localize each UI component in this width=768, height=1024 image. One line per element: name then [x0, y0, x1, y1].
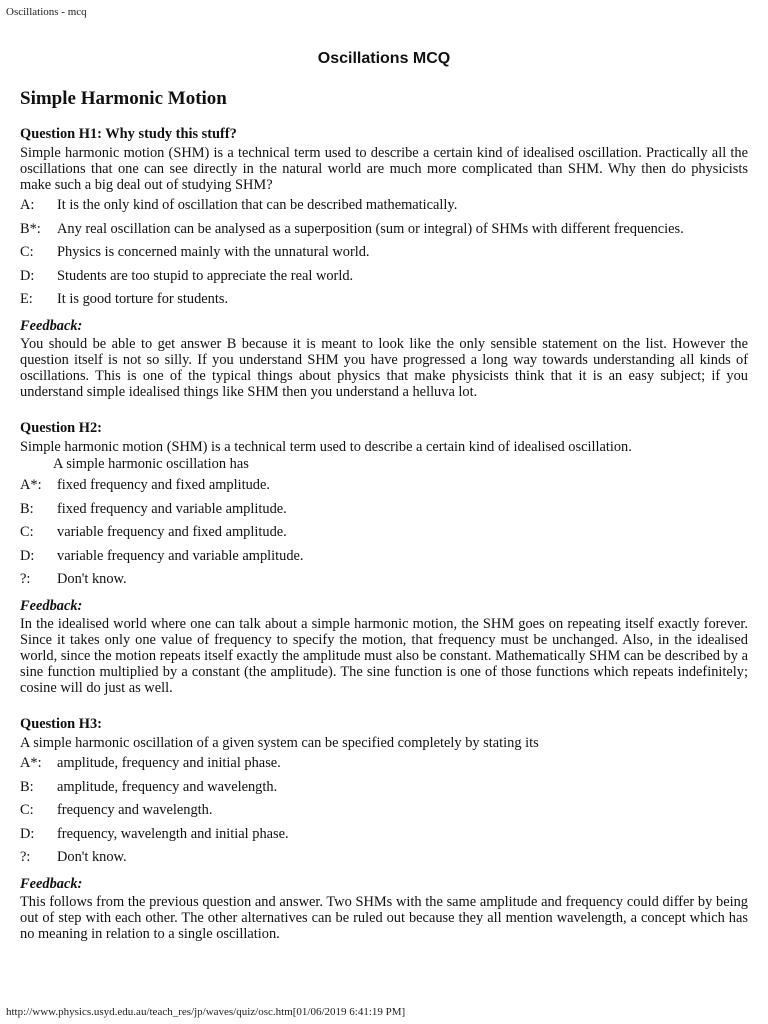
document-title: Oscillations MCQ	[317, 50, 451, 67]
question-stem: Simple harmonic motion (SHM) is a technical term used to describe a certain kind of idealised oscillation. Practically all the oscillations that one can see directly in the natural world are much more complicated than SHM. Why then do physicists make such a big deal out of studying SHM?	[20, 145, 748, 193]
option-letter: C:	[20, 524, 34, 540]
question-heading: Question H1: Why study this stuff?	[20, 126, 237, 142]
option-letter: D:	[20, 547, 35, 564]
quiz-content	[20, 126, 748, 962]
option-letter: ?:	[20, 849, 31, 865]
option-letter: B*:	[20, 220, 41, 237]
option-text: amplitude, frequency and wavelength.	[57, 778, 278, 795]
option-text: variable frequency and fixed amplitude.	[57, 524, 287, 540]
option-letter: C:	[20, 244, 34, 260]
feedback-heading: Feedback:	[20, 318, 83, 334]
option-text: variable frequency and variable amplitude.	[57, 547, 304, 564]
answer-option	[20, 849, 748, 865]
question-h3	[20, 716, 748, 942]
answer-option	[20, 501, 748, 517]
feedback-text: In the idealised world where one can talk about a simple harmonic motion, the SHM goes on repeating itself exactly forever. Since it takes only one value of frequency to specify the motion, that frequency must be unchanged. Also, in the idealised world, since the motion repeats itself exactly the amplitude must also be constant. Mathematically SHM can be described by a sine function multiplied by a constant (the amplitude). The sine function is one of those functions which repeats indefinitely; cosine will do just as well.	[20, 616, 748, 696]
feedback-heading: Feedback:	[20, 876, 83, 892]
question-stem: Simple harmonic motion (SHM) is a technical term used to describe a certain kind of idealised oscillation.	[20, 439, 632, 455]
answer-option	[20, 268, 748, 284]
option-letter: A:	[20, 197, 35, 213]
feedback-heading: Feedback:	[20, 598, 83, 614]
page-url-footer[interactable]: http://www.physics.usyd.edu.au/teach_res/jp/waves/quiz/osc.htm[01/06/2019 6:41:19 PM]	[6, 1006, 406, 1018]
option-text: It is the only kind of oscillation that can be described mathematically.	[57, 197, 458, 213]
answer-option	[20, 826, 748, 842]
answer-option	[20, 548, 748, 564]
option-letter: ?:	[20, 571, 31, 587]
answer-option	[20, 779, 748, 795]
option-letter: C:	[20, 802, 34, 818]
section-title: Simple Harmonic Motion	[20, 88, 227, 109]
option-text: frequency and wavelength.	[57, 802, 213, 818]
browser-page-title: Oscillations - mcq	[6, 6, 87, 18]
question-heading: Question H2:	[20, 420, 102, 436]
option-text: frequency, wavelength and initial phase.	[57, 825, 289, 842]
option-letter: E:	[20, 291, 33, 307]
feedback-text: You should be able to get answer B because it is meant to look like the only sensible statement on the list. However the question itself is not so silly. If you understand SHM you have progressed a long way towards understanding all kinds of oscillations. This is one of the typical things about physics that make physicists think that it is an easy subject; if you understand simple idealised things like SHM then you understand a helluva lot.	[20, 336, 748, 400]
question-h2	[20, 420, 748, 696]
option-text: fixed frequency and variable amplitude.	[57, 500, 287, 517]
option-text: Don't know.	[57, 571, 127, 587]
option-text: Any real oscillation can be analysed as a superposition (sum or integral) of SHMs with different frequencies.	[57, 220, 684, 237]
option-text: Students are too stupid to appreciate the real world.	[57, 267, 354, 284]
option-text: It is good torture for students.	[57, 291, 229, 307]
option-letter: B:	[20, 500, 34, 517]
answer-option	[20, 755, 748, 771]
question-h1	[20, 126, 748, 400]
option-letter: A*:	[20, 477, 42, 493]
option-text: Don't know.	[57, 849, 127, 865]
option-text: amplitude, frequency and initial phase.	[57, 755, 281, 771]
option-letter: A*:	[20, 755, 42, 771]
feedback-text: This follows from the previous question and answer. Two SHMs with the same amplitude and frequency could differ by being out of step with each other. The other alternatives can be ruled out because they all mention wavelength, a concept which has no meaning in relation to a single oscillation.	[20, 894, 748, 942]
answer-option	[20, 802, 748, 818]
option-letter: B:	[20, 778, 34, 795]
option-letter: D:	[20, 267, 35, 284]
question-stem: A simple harmonic oscillation of a given system can be specified completely by stating its	[20, 735, 539, 751]
answer-option	[20, 221, 748, 237]
option-letter: D:	[20, 825, 35, 842]
answer-option	[20, 291, 748, 307]
answer-option	[20, 524, 748, 540]
answer-option	[20, 197, 748, 213]
option-text: fixed frequency and fixed amplitude.	[57, 477, 270, 493]
question-heading: Question H3:	[20, 716, 102, 732]
answer-option	[20, 477, 748, 493]
answer-option	[20, 571, 748, 587]
question-stem-continuation: A simple harmonic oscillation has	[53, 456, 249, 472]
option-text: Physics is concerned mainly with the unnatural world.	[57, 244, 370, 260]
answer-option	[20, 244, 748, 260]
